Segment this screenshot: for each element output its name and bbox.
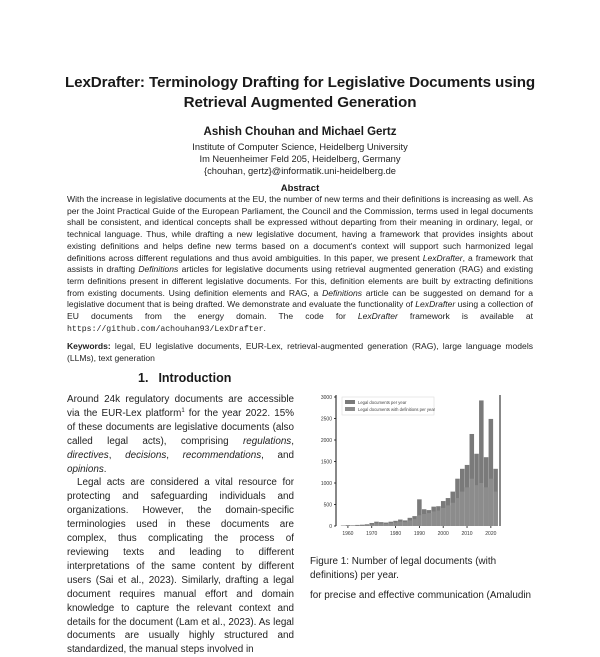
bar-chart (310, 393, 540, 553)
abstract-text: articles for legislative documents using retrieval augmented generation (RAG) and existing term definitions present in different legislative documents. For this, definition elements are built by extracting definitions from existing documents. Using definition elements and RAG, a (67, 264, 533, 297)
bar (379, 524, 384, 526)
bar (403, 522, 408, 526)
separator: . (104, 464, 107, 475)
emph-term: regulations (243, 436, 291, 447)
abstract-emph: LexDrafter (423, 253, 463, 263)
bar (417, 515, 422, 526)
bar (460, 492, 465, 526)
authors: Ashish Chouhan and Michael Gertz (0, 126, 600, 138)
bar (436, 511, 441, 526)
x-tick-label: 1990 (414, 531, 425, 537)
bar (408, 520, 413, 526)
bar (398, 522, 403, 526)
y-tick-label: 500 (324, 503, 333, 509)
abstract-text: , a framework that assists in drafting (67, 253, 533, 275)
section-number: 1. (138, 371, 148, 385)
chart-legend (342, 397, 436, 415)
abstract-emph: Definitions (322, 288, 362, 298)
bar (431, 511, 436, 526)
code-url-link[interactable]: https://github.com/achouhan93/LexDrafter (67, 325, 264, 334)
introduction-body (67, 393, 294, 657)
x-tick-label: 1970 (366, 531, 377, 537)
x-tick-label: 2010 (461, 531, 472, 537)
bar (450, 503, 455, 526)
bar (479, 483, 484, 526)
bars (341, 400, 498, 526)
y-tick-label: 0 (329, 524, 332, 530)
keywords-text: legal, EU legislative documents, EUR-Lex, retrieval-augmented generation (RAG), large language models (LLMs), text generation (67, 341, 533, 363)
abstract-text: framework is available at (398, 311, 533, 321)
bar (355, 525, 360, 526)
y-tick-label: 1500 (321, 460, 332, 466)
legend-label: Legal documents per year (358, 400, 407, 405)
legend-swatch (345, 407, 355, 411)
paragraph-text: for the year 2022. 15% of these documents are legislative documents (also called legal acts), comprising (67, 408, 294, 447)
y-tick-label: 2000 (321, 438, 332, 444)
abstract-text: article can be suggested on demand for a legislative document that is being drafted. We demonstrate and evaluate the functionality of (67, 288, 533, 310)
bar (427, 513, 432, 526)
bar (465, 487, 470, 526)
bar (474, 485, 479, 526)
title-line-2: Retrieval Augmented Generation (0, 93, 600, 113)
footnote-marker[interactable]: 1 (181, 408, 184, 414)
bar (389, 523, 394, 526)
y-tick-label: 1000 (321, 481, 332, 487)
paper-title (0, 73, 600, 113)
bar (365, 525, 370, 526)
legend-swatch (345, 400, 355, 404)
separator: , (109, 450, 125, 461)
keywords (67, 341, 533, 364)
section-heading-introduction (138, 371, 231, 385)
affiliation-institute: Institute of Computer Science, Heidelberg University (0, 141, 600, 153)
title-line-1: LexDrafter: Terminology Drafting for Legislative Documents using (0, 73, 600, 93)
right-column-text: for precise and effective communication (Amaludin (310, 589, 538, 603)
abstract-heading: Abstract (0, 183, 600, 194)
x-tick-label: 2000 (438, 531, 449, 537)
bar (489, 479, 494, 526)
emph-term: recommendations (183, 450, 262, 461)
abstract-emph: Definitions (138, 264, 178, 274)
figure-1-chart (310, 393, 540, 553)
x-tick-label: 1980 (390, 531, 401, 537)
abstract-text: . (264, 323, 266, 333)
abstract-text: using a collection of EU documents from the energy domain. The code for (67, 299, 533, 321)
abstract-emph: LexDrafter (358, 311, 398, 321)
abstract-body (67, 194, 533, 335)
bar (441, 508, 446, 526)
emph-term: opinions (67, 464, 104, 475)
y-tick-label: 2500 (321, 417, 332, 423)
bar (493, 492, 498, 526)
bar (455, 498, 460, 526)
keywords-label: Keywords: (67, 341, 111, 351)
separator: , and (261, 450, 294, 461)
bar (384, 524, 389, 526)
bar (470, 479, 475, 526)
bar (412, 519, 417, 526)
abstract-text: With the increase in legislative documents at the EU, the number of new terms and their definitions is increasing as well. As per the Joint Practical Guide of the European Parliament, the Council and the Commission, terms used in legal documents shall be consistent, and identical concepts shall be expressed without departing from their meaning in ordinary, legal, or technical language. Thus, while drafting a new legislative document, having a framework that provides insights about existing definitions and helps define new terms based on a document's context will support such harmonized legal definitions across different regulations and thus avoid ambiguities. In this paper, we present (67, 194, 533, 263)
bar (393, 523, 398, 526)
separator: , (291, 436, 294, 447)
intro-paragraph-1 (67, 393, 294, 476)
bar (360, 525, 365, 526)
bar (422, 514, 427, 526)
legend-label: Legal documents with definitions per year (358, 407, 436, 412)
bar (374, 523, 379, 526)
bar (484, 487, 489, 526)
figure-1-caption: Figure 1: Number of legal documents (with definitions) per year. (310, 555, 538, 583)
abstract-emph: LexDrafter (415, 299, 455, 309)
intro-paragraph-2: Legal acts are considered a vital resource for protecting and safeguarding individuals and organizations. However, the domain-specific terminologies used in these documents are complex, thus complicating the process of reviewing texts and leading to different interpretations of the same content by different users (Sai et al., 2023). Similarly, drafting a legal document requires manual effort and domain knowledge to capture the relevant context and details for the document (Lam et al., 2023). As legal documents are usually highly structured and standardized, the manual steps involved in (67, 476, 294, 657)
bar (446, 505, 451, 526)
emph-term: decisions (125, 450, 166, 461)
x-tick-label: 1960 (342, 531, 353, 537)
y-tick-label: 3000 (321, 395, 332, 401)
x-tick-label: 2020 (485, 531, 496, 537)
bar (369, 524, 374, 526)
section-title: Introduction (158, 371, 231, 385)
paragraph-text: Around 24k regulatory documents are accessible via the EUR-Lex platform (67, 394, 294, 419)
affiliation-email: {chouhan, gertz}@informatik.uni-heidelberg.de (0, 165, 600, 177)
emph-term: directives (67, 450, 109, 461)
affiliation-address: Im Neuenheimer Feld 205, Heidelberg, Germany (0, 153, 600, 165)
separator: , (166, 450, 182, 461)
